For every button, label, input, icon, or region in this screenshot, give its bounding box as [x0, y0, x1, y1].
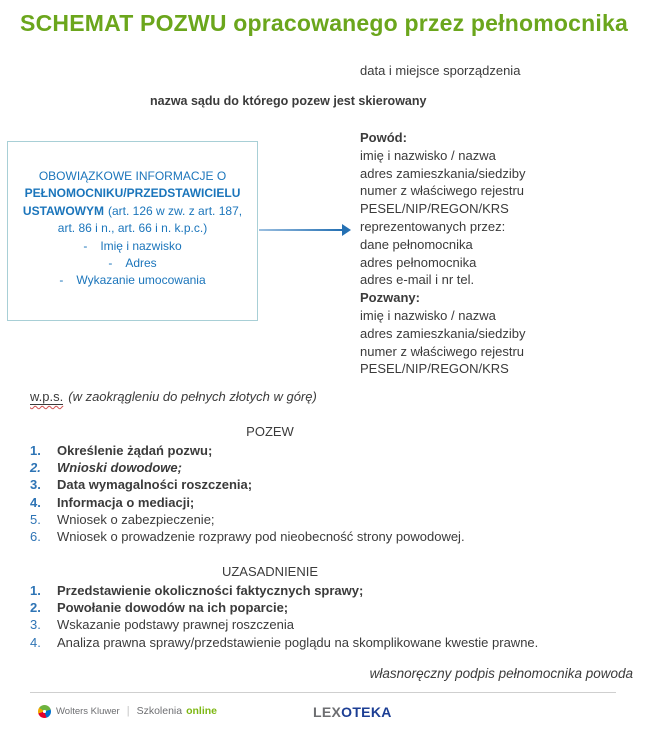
bullet-label: Imię i nazwisko	[100, 238, 182, 253]
item-text: Wniosek o zabezpieczenie;	[57, 511, 215, 527]
list-item	[30, 599, 538, 616]
list-item	[30, 476, 465, 493]
lexoteka-oteka: OTEKA	[341, 704, 392, 720]
item-text: Informacja o mediacji;	[57, 494, 195, 510]
item-number: 5.	[30, 511, 41, 527]
item-number: 3.	[30, 617, 41, 633]
arrow-right-icon	[342, 224, 351, 236]
signature-note: własnoręczny podpis pełnomocnika powoda	[369, 666, 633, 681]
item-text: Wnioski dowodowe;	[57, 460, 182, 476]
item-number: 4.	[30, 494, 41, 510]
footer-divider	[30, 692, 616, 693]
party-line: adres zamieszkania/siedziby	[360, 165, 526, 181]
list-item	[30, 511, 465, 528]
party-line: imię i nazwisko / nazwa	[360, 147, 496, 163]
item-text: Wniosek o prowadzenie rozprawy pod nieobecność strony powodowej.	[57, 529, 465, 545]
plaintiff-label: Powód:	[360, 130, 407, 145]
party-line: PESEL/NIP/REGON/KRS	[360, 201, 509, 217]
list-item	[30, 634, 538, 651]
party-line: numer z właściwego rejestru	[360, 183, 525, 199]
uzasadnienie-list	[30, 582, 538, 651]
box-line-3-bold: USTAWOWYM	[22, 203, 105, 218]
wps-note: (w zaokrągleniu do pełnych złotych w górę)	[68, 389, 317, 404]
party-line: dane pełnomocnika	[360, 236, 473, 252]
box-line-3	[8, 203, 257, 220]
bullet-label: Adres	[125, 256, 157, 271]
item-number: 1.	[30, 583, 41, 598]
page-title: SCHEMAT POZWU opracowanego przez pełnomocnika	[20, 10, 628, 36]
court-name-line: nazwa sądu do którego pozew jest skierowany	[150, 94, 427, 108]
arrow-line	[259, 229, 342, 231]
list-item	[30, 616, 538, 633]
party-line: numer z właściwego rejestru	[360, 343, 525, 359]
lexoteka-lex: LEX	[313, 704, 342, 720]
box-line-2: PEŁNOMOCNIKU/PRZEDSTAWICIELU	[24, 186, 241, 201]
box-line-1: OBOWIĄZKOWE INFORMACJE O	[38, 169, 227, 183]
party-line: adres zamieszkania/siedziby	[360, 325, 526, 341]
box-line-3-rest: (art. 126 w zw. z art. 187,	[108, 203, 243, 218]
lexoteka-logo	[313, 704, 392, 720]
box-bullet-item	[8, 255, 257, 272]
party-line: PESEL/NIP/REGON/KRS	[360, 361, 509, 377]
item-text: Data wymagalności roszczenia;	[57, 477, 253, 493]
pozew-heading: POZEW	[246, 424, 294, 439]
defendant-label: Pozwany:	[360, 290, 420, 306]
item-number: 1.	[30, 443, 41, 458]
bullet-label: Wykazanie umocowania	[76, 273, 206, 288]
item-number: 3.	[30, 477, 41, 493]
item-text: Analiza prawna sprawy/przedstawienie poglądu na skomplikowane kwestie prawne.	[57, 634, 539, 650]
pozew-list	[30, 442, 465, 545]
wps-abbreviation: w.p.s.	[30, 389, 64, 404]
box-bullet-item	[8, 272, 257, 289]
item-number: 4.	[30, 634, 41, 650]
wolters-kluwer-brand: Wolters Kluwer	[56, 705, 120, 717]
date-place-line: data i miejsce sporządzenia	[360, 63, 521, 78]
wps-line	[30, 389, 317, 404]
uzasadnienie-heading: UZASADNIENIE	[221, 564, 319, 579]
party-line: adres pełnomocnika	[360, 254, 477, 270]
connector-arrow	[259, 223, 351, 238]
online-label: online	[186, 705, 218, 717]
item-text: Przedstawienie okoliczności faktycznych sprawy;	[57, 583, 364, 598]
item-number: 2.	[30, 600, 41, 616]
parties-block	[360, 129, 525, 378]
list-item	[30, 442, 465, 459]
item-text: Określenie żądań pozwu;	[57, 443, 213, 458]
footer-separator: |	[126, 705, 130, 717]
dash-icon: -	[108, 256, 113, 271]
list-item	[30, 459, 465, 476]
list-item	[30, 494, 465, 511]
item-text: Wskazanie podstawy prawnej roszczenia	[57, 617, 294, 633]
party-line: reprezentowanych przez:	[360, 218, 506, 234]
szkolenia-label: Szkolenia	[136, 705, 183, 717]
party-line: adres e-mail i nr tel.	[360, 272, 475, 288]
list-item	[30, 528, 465, 545]
footer-brand-block	[38, 703, 217, 719]
dash-icon: -	[59, 273, 64, 288]
item-number: 6.	[30, 529, 41, 545]
mandatory-info-box	[7, 141, 258, 321]
party-line: imię i nazwisko / nazwa	[360, 307, 496, 323]
item-number: 2.	[30, 460, 41, 476]
dash-icon: -	[83, 238, 88, 253]
item-text: Powołanie dowodów na ich poparcie;	[57, 600, 289, 616]
box-line-4: art. 86 i n., art. 66 i n. k.p.c.)	[57, 221, 208, 236]
list-item	[30, 582, 538, 599]
wolters-kluwer-logo-icon	[38, 705, 51, 718]
box-bullet-item	[8, 238, 257, 255]
